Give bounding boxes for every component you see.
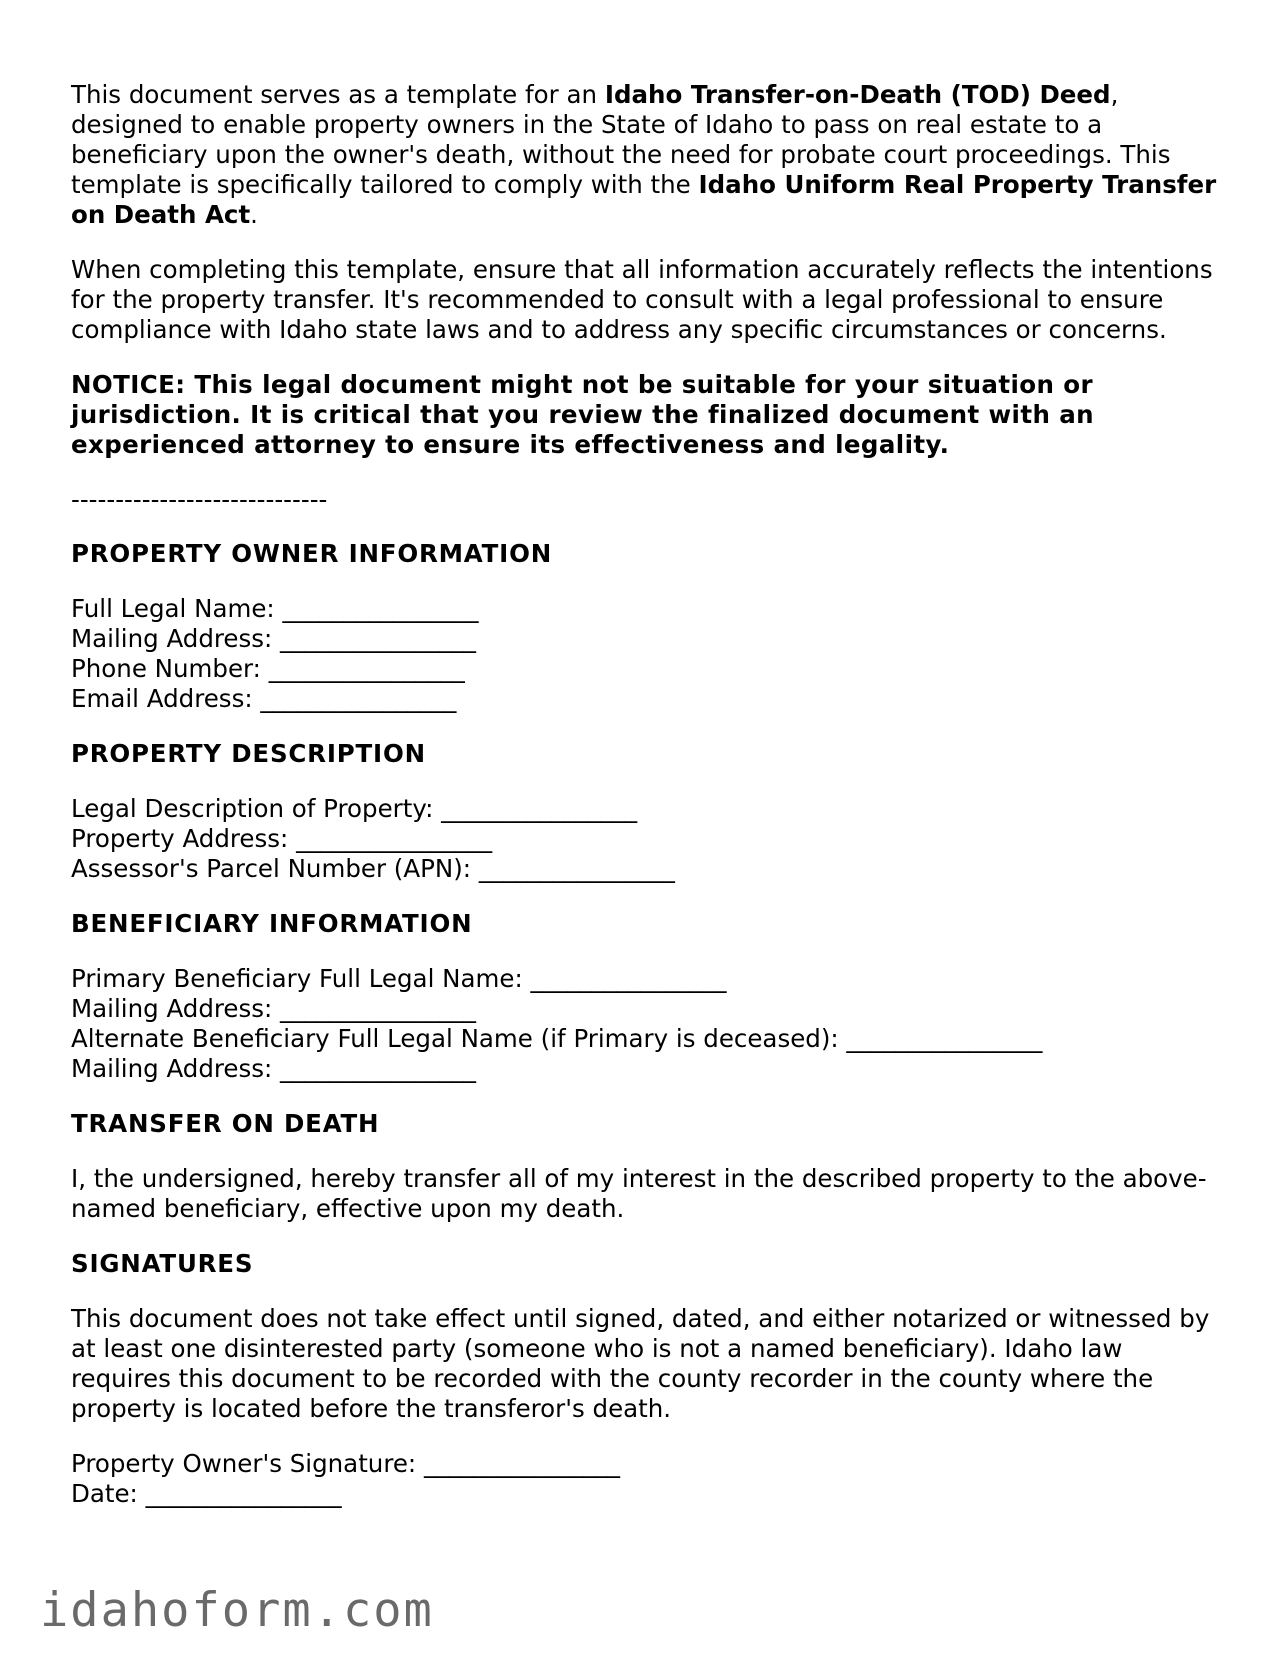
- divider-line: -----------------------------: [71, 485, 328, 514]
- property-address-field: Property Address: ________________: [71, 824, 493, 853]
- owner-phone-field: Phone Number: ________________: [71, 654, 465, 683]
- property-fields: [71, 794, 1221, 884]
- owner-fields: [71, 594, 1221, 714]
- beneficiary-fields: [71, 964, 1221, 1084]
- owner-signature-field: Property Owner's Signature: ________________: [71, 1449, 620, 1478]
- beneficiary-section-heading: BENEFICIARY INFORMATION: [71, 909, 473, 938]
- intro-paragraph: [71, 80, 1221, 230]
- owner-section-heading: PROPERTY OWNER INFORMATION: [71, 539, 553, 568]
- owner-full-name-field: Full Legal Name: ________________: [71, 594, 479, 623]
- signature-fields: [71, 1449, 1221, 1509]
- intro-text-2: , designed to enable property owners in the State of Idaho to pass on real estate to a beneficiary upon the owner's death, without the need for probate court proceedings. This template is specifically tailored to comply with the: [71, 80, 1171, 199]
- signature-date-field: Date: ________________: [71, 1479, 342, 1508]
- legal-notice: NOTICE: This legal document might not be suitable for your situation or jurisdiction. It is critical that you review the finalized document with an experienced attorney to ensure its effectiveness and legality.: [71, 370, 1095, 459]
- signatures-statement: This document does not take effect until signed, dated, and either notarized or witnessed by at least one disinterested party (someone who is not a named beneficiary). Idaho law requires this document to be recorded with the county recorder in the county where the property is located before the transferor's death.: [71, 1304, 1210, 1423]
- owner-email-field: Email Address: ________________: [71, 684, 457, 713]
- owner-mailing-address-field: Mailing Address: ________________: [71, 624, 477, 653]
- act-name: Idaho Uniform Real Property Transfer on Death Act: [71, 170, 1217, 229]
- instructions-paragraph: When completing this template, ensure that all information accurately reflects the intentions for the property transfer. It's recommended to consult with a legal professional to ensure compliance with Idaho state laws and to address any specific circumstances or concerns.: [71, 255, 1213, 344]
- alternate-beneficiary-name-field: Alternate Beneficiary Full Legal Name (if Primary is deceased): ________________: [71, 1024, 1043, 1053]
- legal-description-field: Legal Description of Property: ________________: [71, 794, 638, 823]
- site-watermark: idahoform.com: [40, 1583, 434, 1638]
- document-page: [71, 80, 1221, 1534]
- transfer-statement: I, the undersigned, hereby transfer all of my interest in the described property to the above-named beneficiary, effective upon my death.: [71, 1164, 1207, 1223]
- intro-text-1: This document serves as a template for an: [71, 80, 605, 109]
- signatures-section-heading: SIGNATURES: [71, 1249, 254, 1278]
- alternate-beneficiary-address-field: Mailing Address: ________________: [71, 1054, 477, 1083]
- apn-field: Assessor's Parcel Number (APN): ________________: [71, 854, 675, 883]
- property-section-heading: PROPERTY DESCRIPTION: [71, 739, 426, 768]
- transfer-section-heading: TRANSFER ON DEATH: [71, 1109, 380, 1138]
- deed-name: Idaho Transfer-on-Death (TOD) Deed: [604, 80, 1111, 109]
- primary-beneficiary-name-field: Primary Beneficiary Full Legal Name: ________________: [71, 964, 727, 993]
- primary-beneficiary-address-field: Mailing Address: ________________: [71, 994, 477, 1023]
- intro-text-3: .: [250, 200, 258, 229]
